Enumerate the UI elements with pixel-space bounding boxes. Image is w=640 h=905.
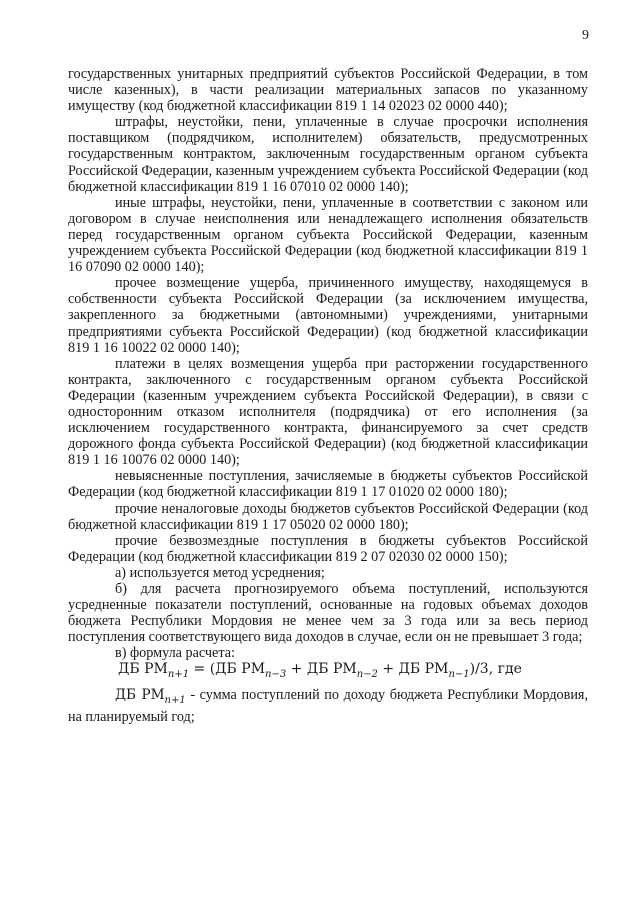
- formula-eq: = (ДБ РМ: [189, 661, 266, 678]
- paragraph: в) формула расчета:: [115, 645, 235, 662]
- formula-plus1: + ДБ РМ: [286, 661, 357, 678]
- paragraph: иные штрафы, неустойки, пени, уплаченные в соответствии с законом или договором в случае неисполнения или ненадлежащего исполнения обязательств перед государственным органом субъекта Российской Федерации, казенным учреждением субъекта Российской Федерации (код бюджетной классификации 819 1 16 07090 02 0000 140);: [68, 194, 588, 276]
- formula-term1-sub: n−3: [265, 669, 287, 681]
- paragraph: платежи в целях возмещения ущерба при расторжении государственного контракта, заключенного с государственным органом субъекта Российской Федерации (казенным учреждением субъекта Российской Федерации), в связи с односторонним отказом исполнителя (подрядчика) от его исполнения (за исключением государственного контракта, финансируемого за счет средств дорожного фонда субъекта Российской Федерации) (код бюджетной классификации 819 1 16 10076 02 0000 140);: [68, 355, 588, 469]
- paragraph: б) для расчета прогнозируемого объема поступлений, используются усредненные показатели поступлений, основанные на годовых объемах доходов бюджета Республики Мордовия не менее чем за 3 года или за весь период поступления соответствующего вида доходов в случае, если он не превышает 3 года;: [68, 581, 588, 646]
- paragraph: государственных унитарных предприятий субъектов Российской Федерации, в том числе казенных), в части реализации материальных запасов по указанному имуществу (код бюджетной классификации 819 1 14 02023 02 0000 440);: [68, 66, 588, 115]
- paragraph: а) используется метод усреднения;: [115, 564, 325, 581]
- definition-symbol: ДБ РМ: [115, 687, 165, 704]
- paragraph: прочие неналоговые доходы бюджетов субъектов Российской Федерации (код бюджетной классификации 819 1 17 05020 02 0000 180);: [68, 500, 588, 533]
- formula-lhs-sub: n+1: [167, 669, 190, 681]
- paragraph: прочее возмещение ущерба, причиненного имуществу, находящемуся в собственности субъекта Российской Федерации (за исключением имущества, закрепленного за бюджетными (автономными) учреждениями, унитарными предприятиями субъекта Российской Федерации) (код бюджетной классификации 819 1 16 10022 02 0000 140);: [68, 275, 588, 356]
- paragraph: штрафы, неустойки, пени, уплаченные в случае просрочки исполнения поставщиком (подрядчиком, исполнителем) обязательств, предусмотренных государственным контрактом, заключенным государственным органом субъекта Российской Федерации, казенным учреждением субъекта Российской Федерации (код бюджетной классификации 819 1 16 07010 02 0000 140);: [68, 114, 588, 195]
- definition-symbol-sub: n+1: [164, 695, 186, 707]
- formula: [68, 661, 588, 683]
- page-number: 9: [582, 28, 589, 43]
- formula-plus2: + ДБ РМ: [377, 661, 449, 678]
- paragraph: прочие безвозмездные поступления в бюджеты субъектов Российской Федерации (код бюджетной классификации 819 2 07 02030 02 0000 150);: [68, 532, 588, 565]
- formula-tail: )/3, где: [469, 661, 522, 678]
- formula-lhs: ДБ РМ: [118, 661, 168, 678]
- formula-term3-sub: n−1: [448, 669, 470, 681]
- formula-term2-sub: n−2: [356, 669, 378, 681]
- document-body: [68, 66, 588, 725]
- definition: [68, 687, 588, 725]
- paragraph: невыясненные поступления, зачисляемые в бюджеты субъектов Российской Федерации (код бюджетной классификации 819 1 17 01020 02 0000 180);: [68, 468, 588, 501]
- definition-text: - сумма поступлений по доходу бюджета Республики Мордовия, на планируемый год;: [68, 687, 588, 726]
